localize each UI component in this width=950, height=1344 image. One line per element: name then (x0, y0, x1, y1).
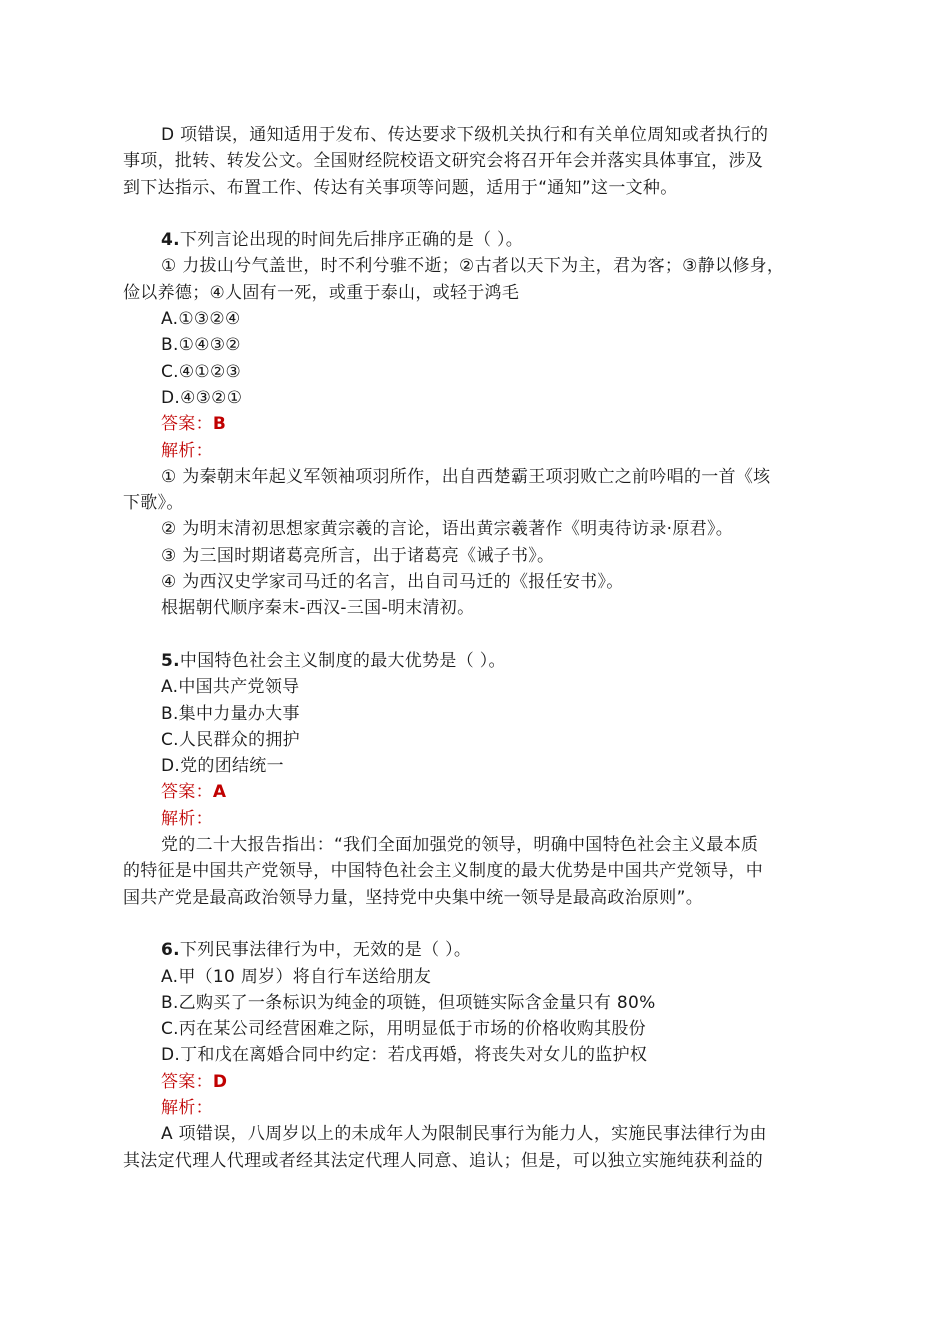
analysis-line: ① 为秦朝末年起义军领袖项羽所作，出自西楚霸王项羽败亡之前吟唱的一首《垓 (161, 466, 771, 487)
answer-line (123, 779, 841, 805)
answer-value: B (212, 414, 227, 435)
analysis-line: ③ 为三国时期诸葛亮所言，出于诸葛亮《诫子书》。 (161, 545, 555, 566)
question-4-material: 俭以养德；④人固有一死，或重于泰山，或轻于鸿毛 (123, 282, 520, 303)
answer-label: 答案： (161, 1071, 213, 1092)
answer-label: 答案： (161, 414, 213, 435)
analysis-label: 解析： (161, 1097, 213, 1118)
answer-value: A (212, 782, 227, 803)
option-d: D.党的团结统一 (161, 756, 284, 777)
option-b: B.乙购买了一条标识为纯金的项链，但项链实际含金量只有 80% (161, 992, 656, 1013)
option-b: B.①④③② (161, 335, 241, 356)
answer-line (123, 411, 841, 437)
intro-line: D 项错误，通知适用于发布、传达要求下级机关执行和有关单位周知或者执行的 (161, 125, 769, 145)
question-number: 6. (161, 940, 180, 961)
answer-line (123, 1069, 841, 1095)
question-4-material: ① 力拔山兮气盖世，时不利兮骓不逝；②古者以天下为主，君为客；③静以修身， (161, 256, 785, 277)
option-b: B.集中力量办大事 (161, 703, 300, 724)
analysis-label: 解析： (161, 440, 213, 461)
question-6-stem (123, 937, 841, 963)
analysis-line: 的特征是中国共产党领导，中国特色社会主义制度的最大优势是中国共产党领导，中 (123, 861, 764, 882)
option-c: C.④①②③ (161, 361, 242, 382)
answer-label: 答案： (161, 782, 213, 803)
analysis-line: 党的二十大报告指出：“我们全面加强党的领导，明确中国特色社会主义最本质 (161, 835, 759, 856)
document-page (123, 122, 841, 1174)
question-number: 4. (161, 230, 180, 251)
question-text: 下列民事法律行为中，无效的是（ ）。 (179, 940, 472, 961)
option-c: C.丙在某公司经营困难之际，用明显低于市场的价格收购其股份 (161, 1019, 646, 1040)
analysis-line: 国共产党是最高政治领导力量，坚持党中央集中统一领导是最高政治原则”。 (123, 887, 704, 908)
intro-line: 事项，批转、转发公文。全国财经院校语文研究会将召开年会并落实具体事宜，涉及 (123, 151, 764, 172)
option-a: A.中国共产党领导 (161, 677, 300, 698)
intro-line: 到下达指示、布置工作、传达有关事项等问题，适用于“通知”这一文种。 (123, 177, 678, 198)
option-a: A.①③②④ (161, 309, 241, 330)
analysis-line: 根据朝代顺序秦末-西汉-三国-明末清初。 (161, 598, 475, 619)
analysis-line: 下歌》。 (123, 493, 184, 514)
question-5-stem (123, 648, 841, 674)
question-text: 中国特色社会主义制度的最大优势是（ ）。 (179, 650, 506, 671)
question-text: 下列言论出现的时间先后排序正确的是（ ）。 (179, 230, 524, 251)
question-number: 5. (161, 650, 180, 671)
analysis-label: 解析： (161, 808, 213, 829)
question-4-stem (123, 227, 841, 253)
analysis-line: ② 为明末清初思想家黄宗羲的言论，语出黄宗羲著作《明夷待访录·原君》。 (161, 519, 734, 540)
option-c: C.人民群众的拥护 (161, 729, 300, 750)
option-d: D.④③②① (161, 387, 243, 408)
analysis-line: 其法定代理人代理或者经其法定代理人同意、追认；但是，可以独立实施纯获利益的 (123, 1150, 764, 1171)
analysis-line: A 项错误，八周岁以上的未成年人为限制民事行为能力人，实施民事法律行为由 (161, 1124, 767, 1145)
analysis-line: ④ 为西汉史学家司马迁的名言，出自司马迁的《报任安书》。 (161, 572, 624, 593)
option-d: D.丁和戊在离婚合同中约定：若戊再婚，将丧失对女儿的监护权 (161, 1045, 648, 1066)
option-a: A.甲（10 周岁）将自行车送给朋友 (161, 966, 432, 987)
answer-value: D (212, 1071, 228, 1092)
